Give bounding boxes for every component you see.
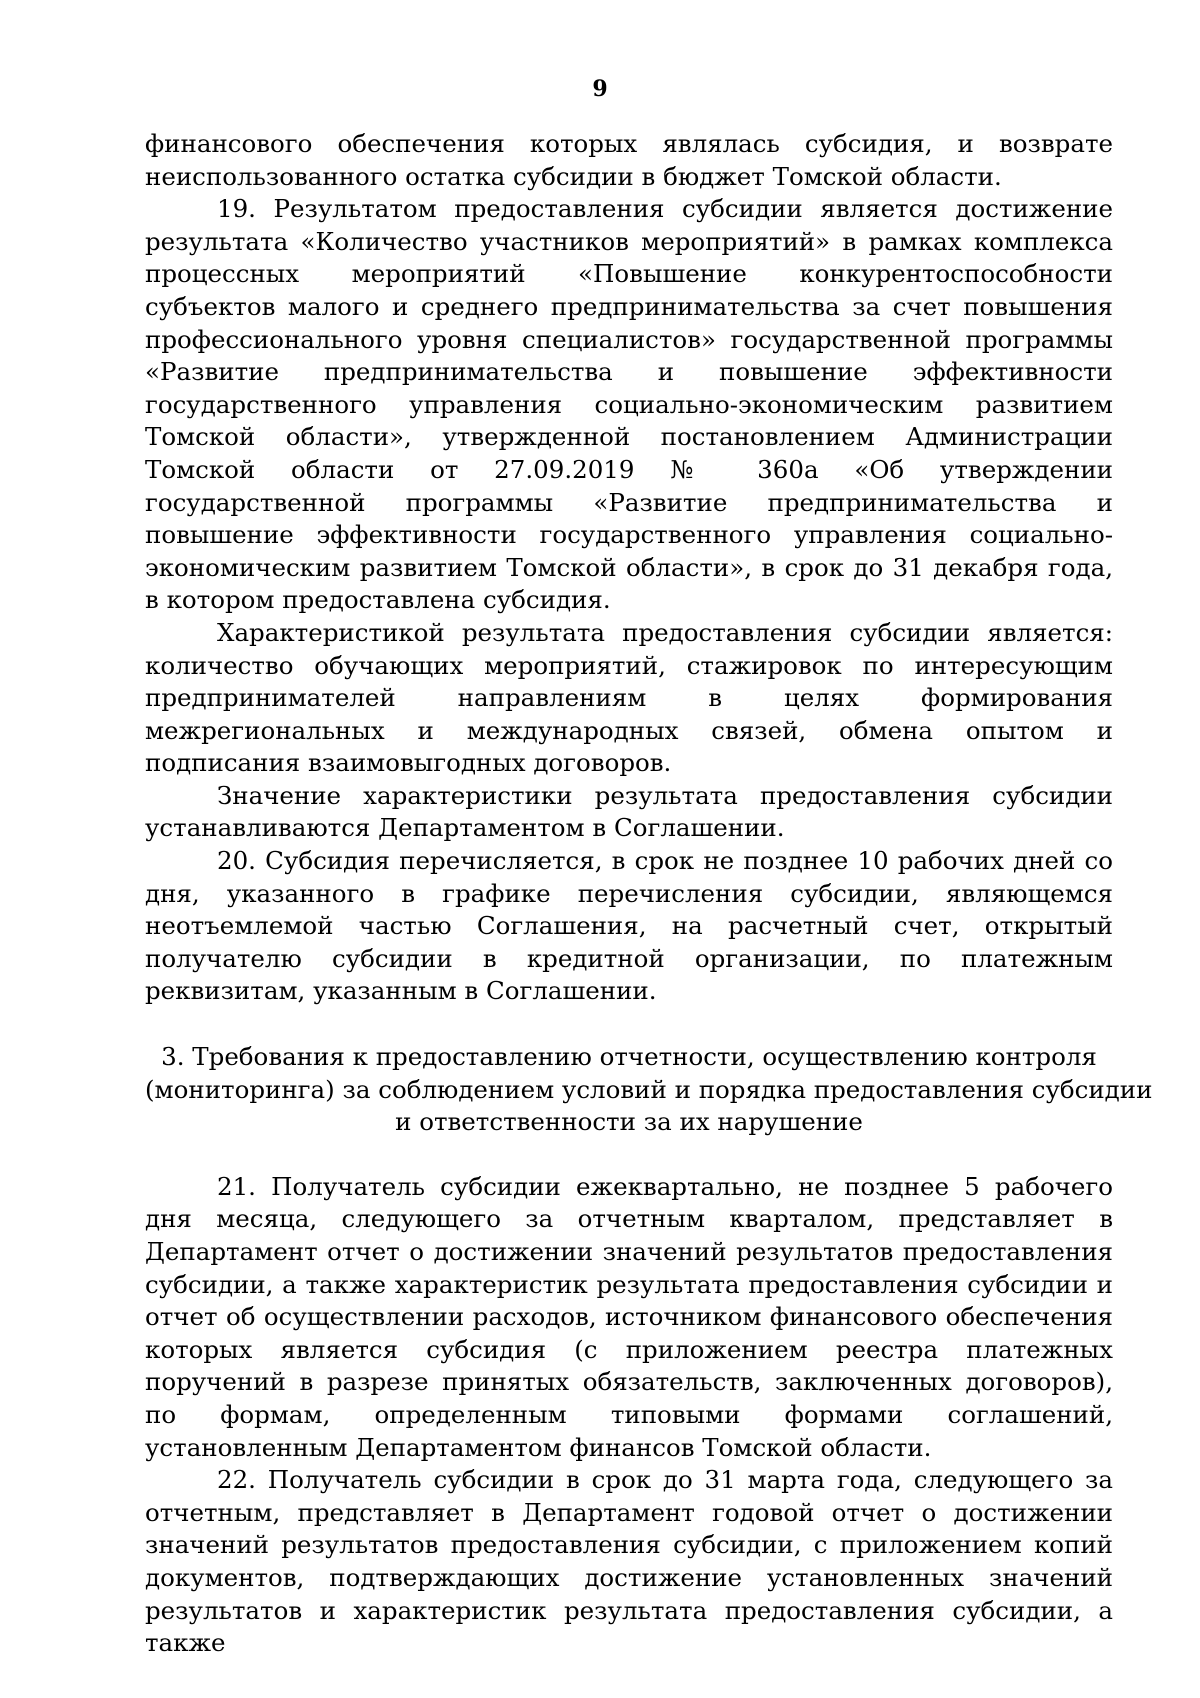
paragraph-19: 19. Результатом предоставления субсидии является достижение результата «Количество участников мероприятий» в рамках комплекса процессных мероприятий «Повышение конкурентоспособности субъектов малого и среднего предпринимательства за счет повышения профессионального уровня специалистов» государственной программы «Развитие предпринимательства и повышение эффективности государственного управления социально-экономическим развитием Томской области», утвержденной постановлением Администрации Томской области от 27.09.2019 № 360а «Об утверждении государственной программы «Развитие предпринимательства и повышение эффективности государственного управления социально-экономическим развитием Томской области», в срок до 31 декабря года, в котором предоставлена субсидия. [145,194,1113,615]
paragraph-22: 22. Получатель субсидии в срок до 31 марта года, следующего за отчетным, представляет в Департамент годовой отчет о достижении значений результатов предоставления субсидии, с приложением копий документов, подтверждающих достижение установленных значений результатов и характеристик результата предоставления субсидии, а также [145,1465,1113,1658]
paragraph-20: 20. Субсидия перечисляется, в срок не позднее 10 рабочих дней со дня, указанного в графике перечисления субсидии, являющемся неотъемлемой частью Соглашения, на расчетный счет, открытый получателю субсидии в кредитной организации, по платежным реквизитам, указанным в Соглашении. [145,846,1113,1006]
section-heading-line-1: 3. Требования к предоставлению отчетности, осуществлению контроля [161,1042,1097,1072]
paragraph-result-characteristic: Характеристикой результата предоставления субсидии является: количество обучающих мероприятий, стажировок по интересующим предпринимателей направлениям в целях формирования межрегиональных и международных связей, обмена опытом и подписания взаимовыгодных договоров. [145,617,1113,778]
paragraph-continuation: финансового обеспечения которых являлась субсидия, и возврате неиспользованного остатка субсидии в бюджет Томской области. [145,129,1113,191]
section-heading-line-2: (мониторинга) за соблюдением условий и порядка предоставления субсидии [145,1074,1153,1104]
paragraph-21: 21. Получатель субсидии ежеквартально, не позднее 5 рабочего дня месяца, следующего за отчетным кварталом, представляет в Департамент отчет о достижении значений результатов предоставления субсидии, а также характеристик результата предоставления субсидии и отчет об осуществлении расходов, источником финансового обеспечения которых является субсидия (с приложением реестра платежных поручений в разрезе принятых обязательств, заключенных договоров), по формам, определенным типовыми формами соглашений, установленным Департаментом финансов Томской области. [145,1171,1113,1462]
page-number: 9 [592,76,608,102]
section-heading-line-3: и ответственности за их нарушение [395,1107,863,1137]
paragraph-characteristic-value: Значение характеристики результата предоставления субсидии устанавливаются Департаментом в Соглашении. [145,780,1113,843]
document-body [145,128,1153,1660]
section-heading [145,1041,1153,1139]
